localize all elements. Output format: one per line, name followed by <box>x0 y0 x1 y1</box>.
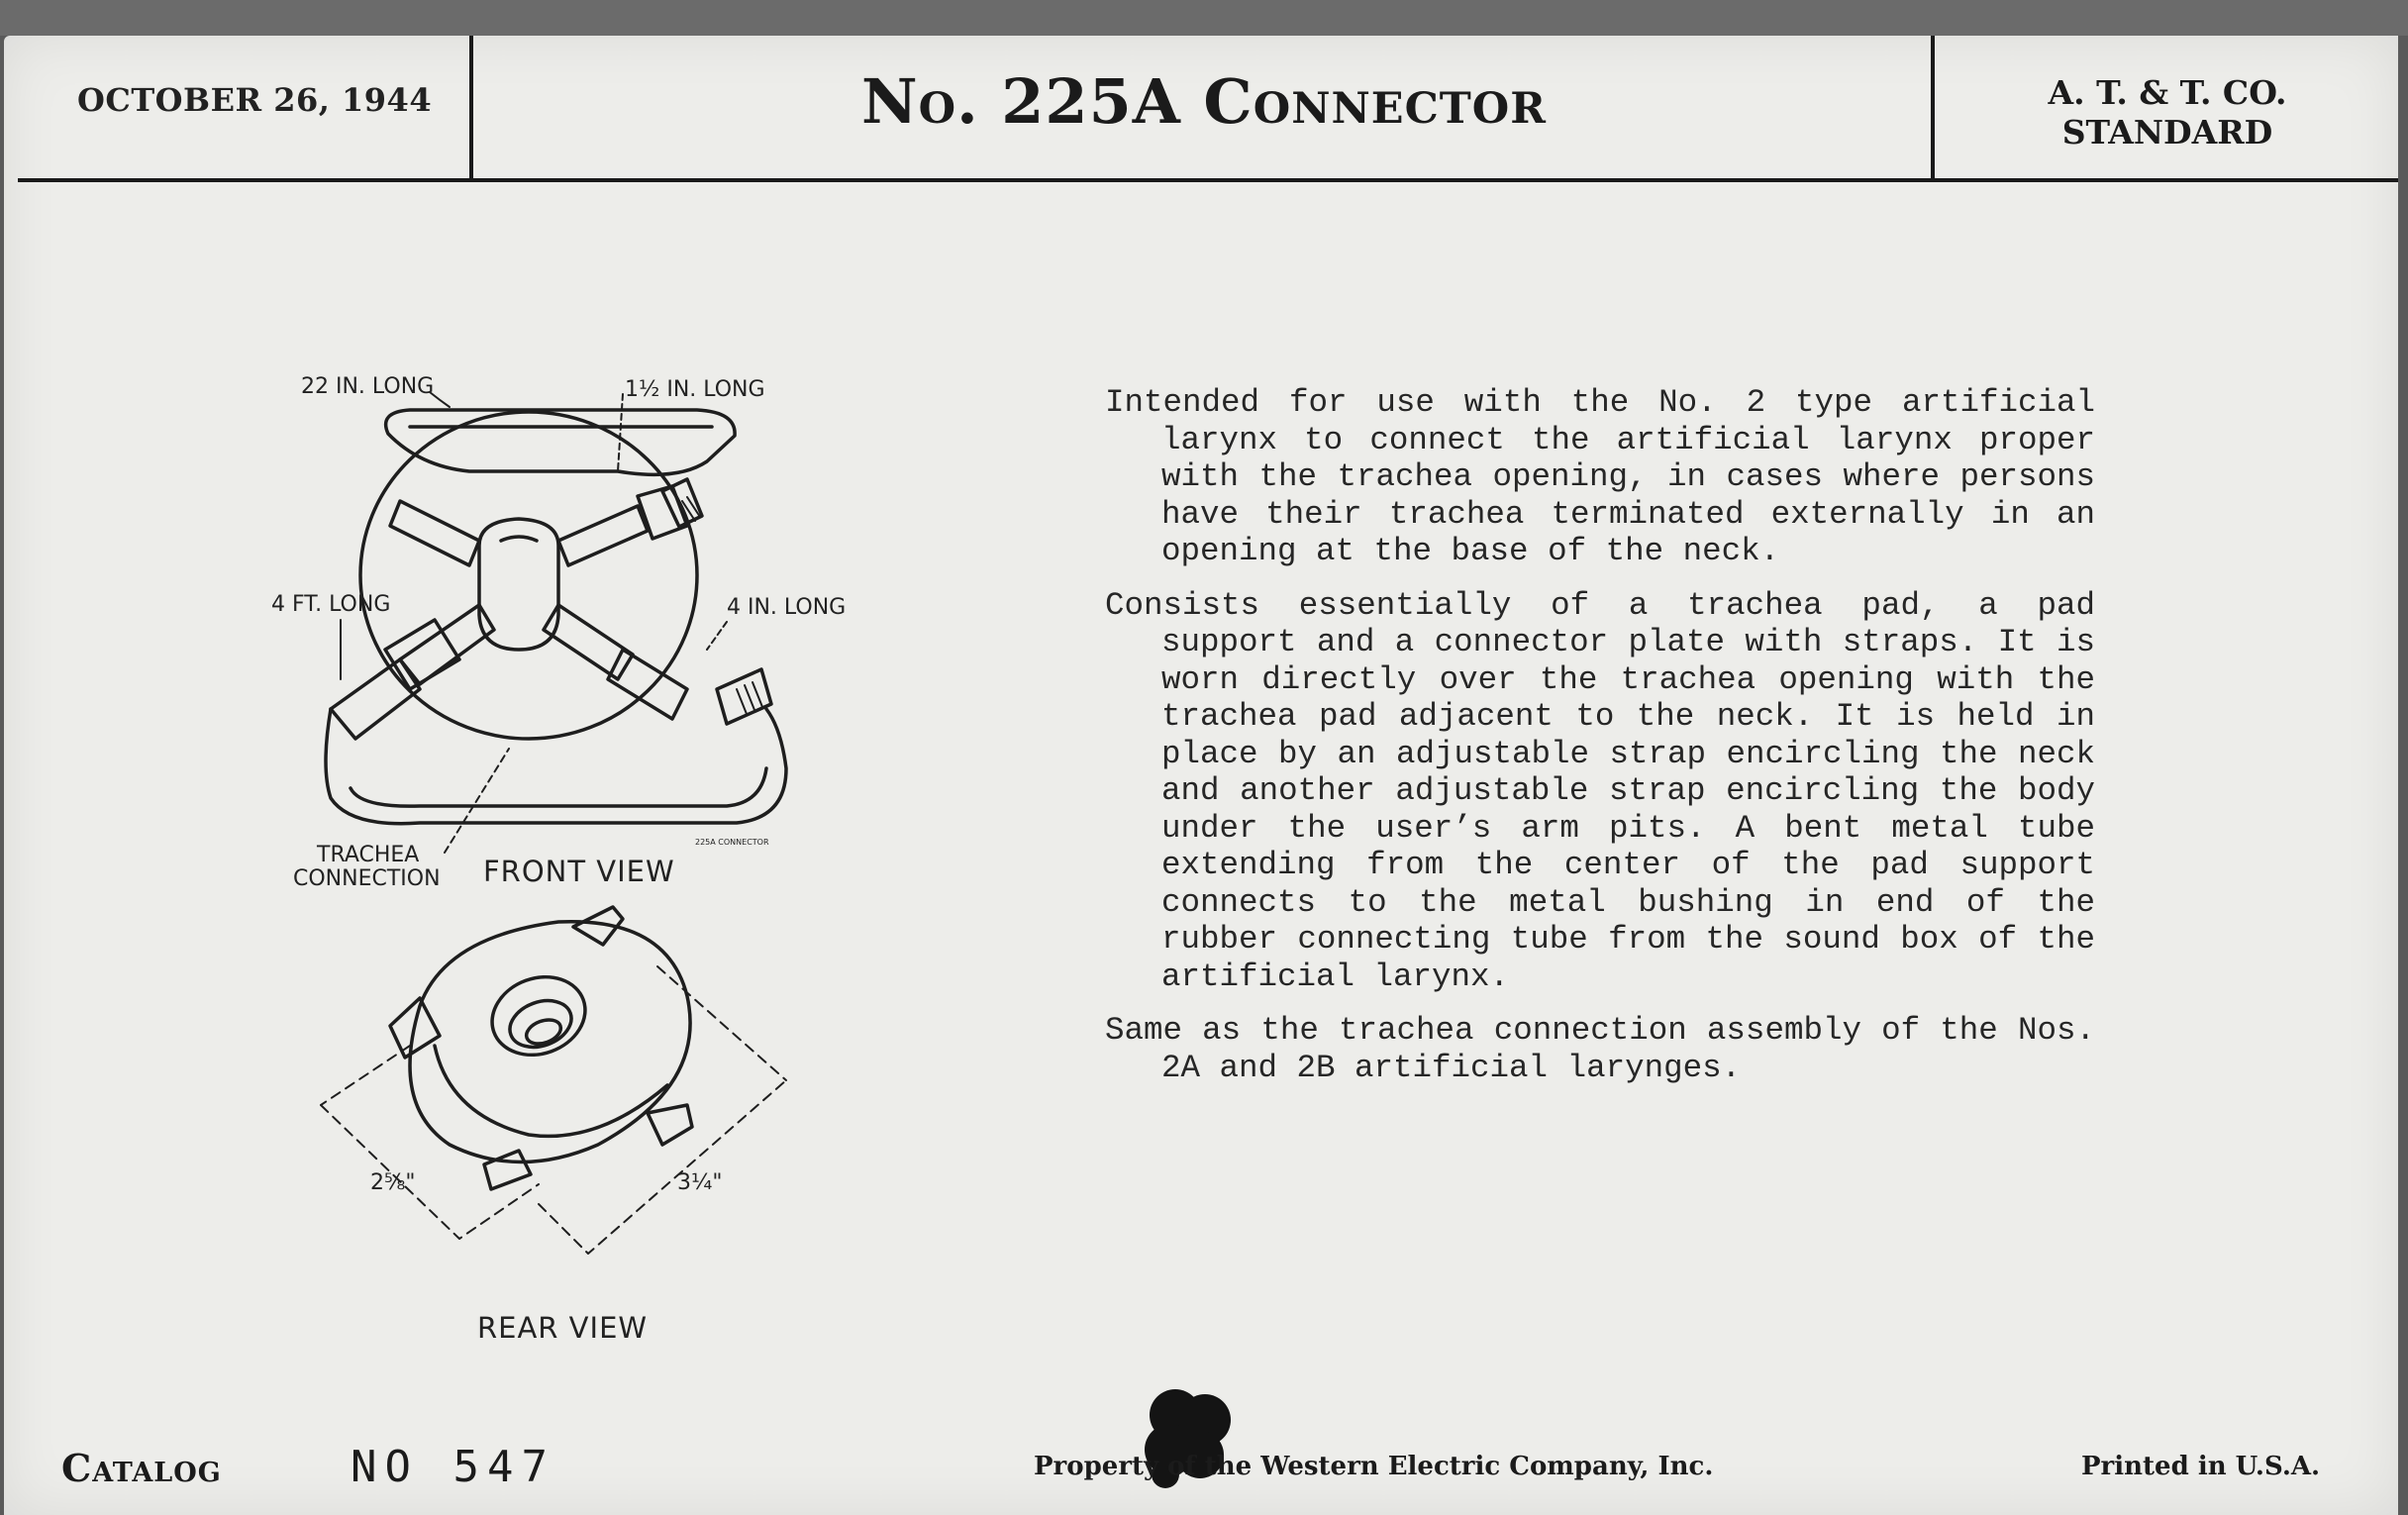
neck-strap <box>386 410 735 474</box>
paragraph-construction: Consists essentially of a trachea pad, a pad support and a connector plate with straps. It is worn directly over the trachea opening with the trachea pad adjacent to the neck. It is held in place by an adjustable strap encircling the neck and another adjustable strap encircling the body under the user’s arm pits. A bent metal tube extending from the center of the pad support connects to the metal bushing in end of the rubber connecting tube from the sound box of the artificial larynx. <box>1105 586 2095 995</box>
label-1-half-in-long <box>625 377 765 402</box>
footer-printed-in: Printed in U.S.A. <box>2081 1452 2321 1481</box>
label-connection: CONNECTION <box>293 866 441 891</box>
label-1-half-text: IN. LONG <box>666 377 765 402</box>
footer-catalog-label: Catalog <box>61 1446 222 1490</box>
rear-view-drawing <box>321 907 786 1254</box>
label-4-in-long: 4 IN. LONG <box>727 595 847 620</box>
standard-label-line2: STANDARD <box>2061 113 2273 152</box>
punch-hole <box>1131 1380 1250 1499</box>
standard-label-line1: A. T. & T. CO. <box>2048 73 2287 112</box>
card-header <box>4 36 2398 184</box>
catalog-card <box>4 36 2398 1515</box>
footer-property-notice: Property of the Western Electric Company, Inc. <box>1034 1452 1714 1481</box>
label-dim-3-1-4: 3¼" <box>677 1170 723 1195</box>
label-trachea: TRACHEA <box>317 843 420 867</box>
footer-catalog-number: NO 547 <box>351 1442 555 1492</box>
scan-background-strip <box>0 0 2408 36</box>
header-rule <box>18 178 2398 182</box>
label-4-ft-long: 4 FT. LONG <box>271 592 391 617</box>
header-divider-left <box>469 36 473 178</box>
connector-illustration <box>271 353 885 1363</box>
description-text <box>1105 384 2095 1103</box>
label-dim-2-5-8: 2⅝" <box>370 1170 416 1195</box>
header-date: OCTOBER 26, 1944 <box>77 81 433 119</box>
page-title: No. 225A Connector <box>860 65 1547 138</box>
paragraph-intended-use: Intended for use with the No. 2 type artificial larynx to connect the artificial larynx proper with the trachea opening, in cases where persons have their trachea terminated externally in an opening at the base of the neck. <box>1105 384 2095 569</box>
standard-label <box>1945 73 2390 152</box>
label-1-half-fraction: 1½ <box>625 377 660 402</box>
paragraph-equivalence: Same as the trachea connection assembly of the Nos. 2A and 2B artificial larynges. <box>1105 1012 2095 1086</box>
label-22-in-long: 22 IN. LONG <box>301 374 435 399</box>
header-divider-right <box>1931 36 1935 178</box>
label-front-view: FRONT VIEW <box>483 855 675 888</box>
label-rear-view: REAR VIEW <box>477 1311 649 1345</box>
label-tiny-caption: 225A CONNECTOR <box>695 838 769 847</box>
